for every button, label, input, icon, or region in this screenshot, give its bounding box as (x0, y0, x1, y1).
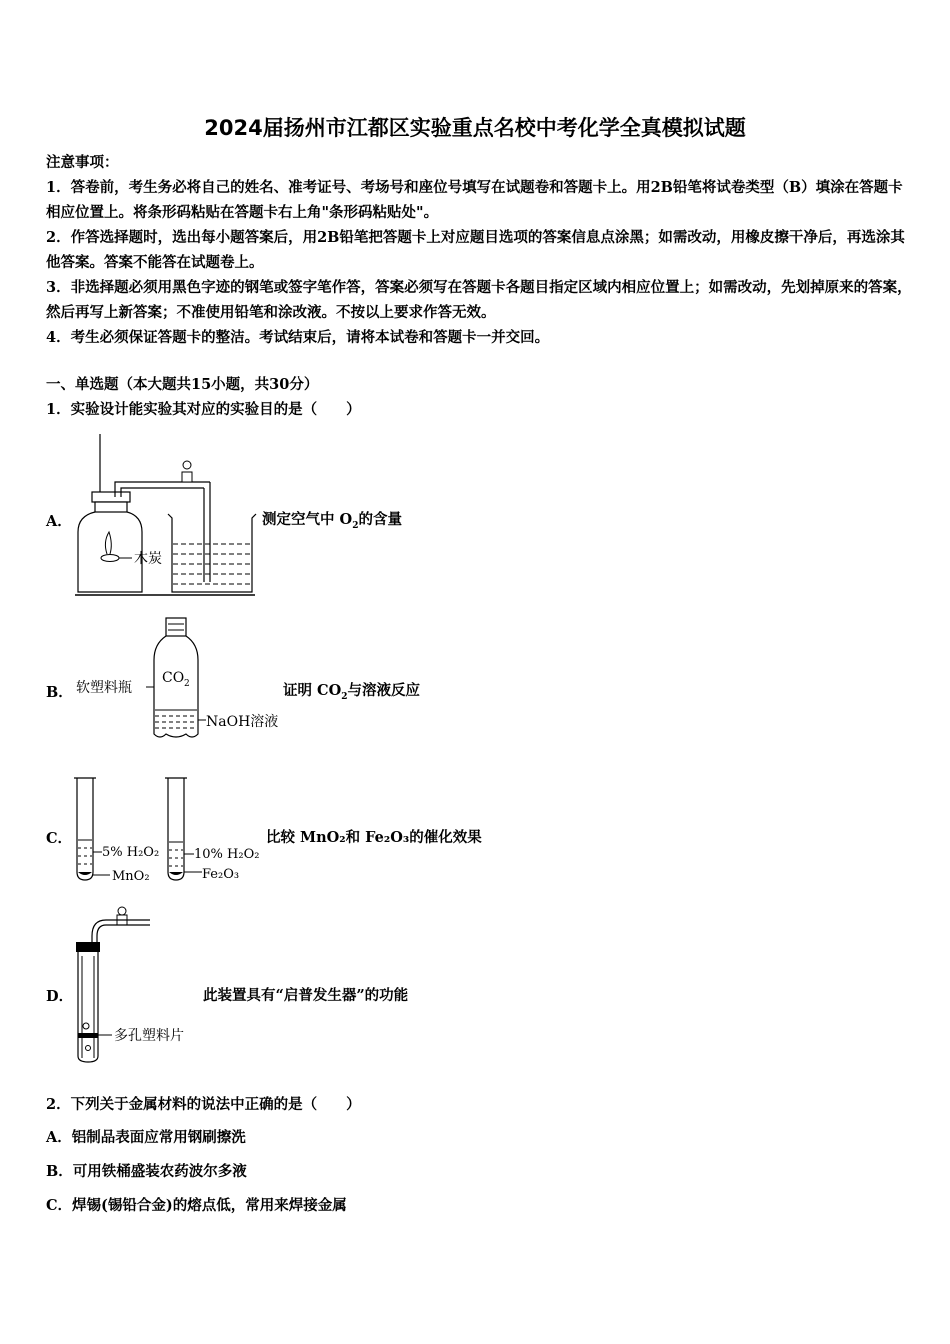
page-title: 2024届扬州市江都区实验重点名校中考化学全真模拟试题 (204, 116, 746, 140)
question-1-stem: 1．实验设计能实验其对应的实验目的是（ ） (46, 401, 361, 418)
fig-label-mno2: MnO₂ (112, 869, 150, 884)
question-2-stem: 2．下列关于金属材料的说法中正确的是（ ） (46, 1096, 361, 1113)
option-b-figure (76, 616, 291, 750)
fig-label-fe2o3: Fe₂O₃ (202, 867, 240, 882)
fig-label-h2o2-5: 5% H₂O₂ (102, 845, 160, 860)
caption-text: 与溶液反应 (347, 682, 420, 699)
note-item: 2．作答选择题时，选出每小题答案后，用2B铅笔把答题卡上对应题目选项的答案信息点涂黑；如需改动，用橡皮擦干净后，再选涂其他答案。答案不能答在试题卷上。 (46, 229, 905, 271)
option-d-caption: 此装置具有“启普发生器”的功能 (203, 987, 409, 1004)
option-b-label: B． (46, 684, 73, 701)
fig-label-co2-sub: 2 (184, 679, 190, 689)
caption-subscript: 2 (352, 520, 359, 531)
fig-label-charcoal: 木炭 (134, 551, 162, 567)
section-heading: 一、单选题（本大题共15小题，共30分） (46, 376, 319, 393)
notes-heading: 注意事项： (46, 154, 119, 171)
caption-subscript: 2 (341, 691, 348, 702)
q2-option-b: B．可用铁桶盛装农药波尔多液 (46, 1163, 247, 1180)
fig-label-porous-plate: 多孔塑料片 (114, 1028, 184, 1044)
fig-label-naoh: NaOH溶液 (206, 714, 279, 730)
fig-label-co2: CO (162, 670, 185, 686)
fig-label-soft-bottle: 软塑料瓶 (76, 680, 132, 696)
q2-option-c: C．焊锡(锡铅合金)的熔点低，常用来焊接金属 (46, 1197, 347, 1214)
caption-text: 测定空气中 O (262, 511, 353, 528)
option-a-label: A． (46, 513, 72, 530)
option-c-label: C． (46, 830, 73, 847)
caption-text: 证明 CO (283, 682, 342, 699)
caption-text: 的含量 (358, 511, 402, 528)
note-item: 4．考生必须保证答题卡的整洁。考试结束后，请将本试卷和答题卡一并交回。 (46, 329, 550, 346)
note-item: 1．答卷前，考生务必将自己的姓名、准考证号、考场号和座位号填写在试题卷和答题卡上。用2B铅笔将试卷类型（B）填涂在答题卡相应位置上。将条形码粘贴在答题卡右上角"条形码粘贴处"。 (46, 179, 903, 221)
option-c-caption: 比较 MnO₂和 Fe₂O₃的催化效果 (266, 829, 482, 846)
note-item: 3．非选择题必须用黑色字迹的钢笔或签字笔作答，答案必须写在答题卡各题目指定区域内相应位置上；如需改动，先划掉原来的答案，然后再写上新答案；不准使用铅笔和涂改液。不按以上要求作答无效。 (46, 279, 912, 321)
option-c-figure (74, 774, 274, 886)
notes-block (46, 150, 916, 350)
option-b-caption (283, 679, 420, 702)
option-a-figure (70, 432, 260, 602)
option-a-caption (262, 508, 402, 531)
fig-label-h2o2-10: 10% H₂O₂ (194, 847, 260, 862)
q2-option-a: A．铝制品表面应常用钢刷擦洗 (46, 1129, 246, 1146)
option-d-label: D． (46, 988, 74, 1005)
